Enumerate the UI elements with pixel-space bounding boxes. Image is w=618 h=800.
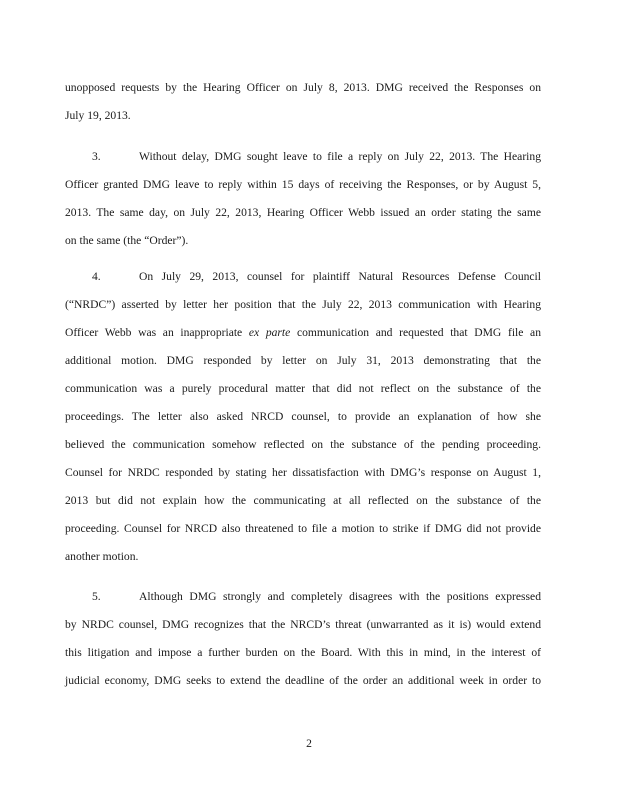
text-line: July 19, 2013. (65, 109, 131, 122)
text-line: Without delay, DMG sought leave to file a reply on July 22, 2013. The Hearing (139, 150, 541, 163)
paragraph-number: 5. (92, 590, 101, 603)
text-line: on the same (the “Order”). (65, 234, 189, 247)
text-line: 2013. The same day, on July 22, 2013, Hearing Officer Webb issued an order stating the same (65, 206, 541, 219)
text-run: Officer Webb was an inappropriate (65, 326, 249, 339)
text-line: this litigation and impose a further burden on the Board. With this in mind, in the interest of (65, 646, 541, 659)
text-line: Although DMG strongly and completely disagrees with the positions expressed (139, 590, 541, 603)
text-run: communication and requested that DMG file an (290, 326, 541, 339)
text-line: judicial economy, DMG seeks to extend the deadline of the order an additional week in order to (65, 674, 541, 687)
text-line: by NRDC counsel, DMG recognizes that the NRCD’s threat (unwarranted as it is) would extend (65, 618, 541, 631)
text-line: unopposed requests by the Hearing Officer on July 8, 2013. DMG received the Responses on (65, 81, 541, 94)
text-line: proceeding. Counsel for NRCD also threatened to file a motion to strike if DMG did not provide (65, 522, 541, 535)
text-line: Officer granted DMG leave to reply within 15 days of receiving the Responses, or by August 5, (65, 178, 541, 191)
paragraph-number: 3. (92, 150, 101, 163)
text-line: another motion. (65, 550, 139, 563)
paragraph-number: 4. (92, 270, 101, 283)
text-line (65, 326, 541, 340)
text-line: additional motion. DMG responded by letter on July 31, 2013 demonstrating that the (65, 354, 541, 367)
text-line: believed the communication somehow reflected on the substance of the pending proceeding. (65, 438, 541, 451)
text-line: (“NRDC”) asserted by letter her position that the July 22, 2013 communication with Hearing (65, 298, 541, 311)
page-number: 2 (306, 737, 312, 750)
text-line: 2013 but did not explain how the communicating at all reflected on the substance of the (65, 494, 541, 507)
italic-text: ex parte (248, 326, 291, 339)
text-line: proceedings. The letter also asked NRCD counsel, to provide an explanation of how she (65, 410, 541, 423)
text-line: On July 29, 2013, counsel for plaintiff Natural Resources Defense Council (139, 270, 541, 283)
text-line: Counsel for NRDC responded by stating her dissatisfaction with DMG’s response on August 1, (65, 466, 541, 479)
text-line: communication was a purely procedural matter that did not reflect on the substance of the (65, 382, 541, 395)
